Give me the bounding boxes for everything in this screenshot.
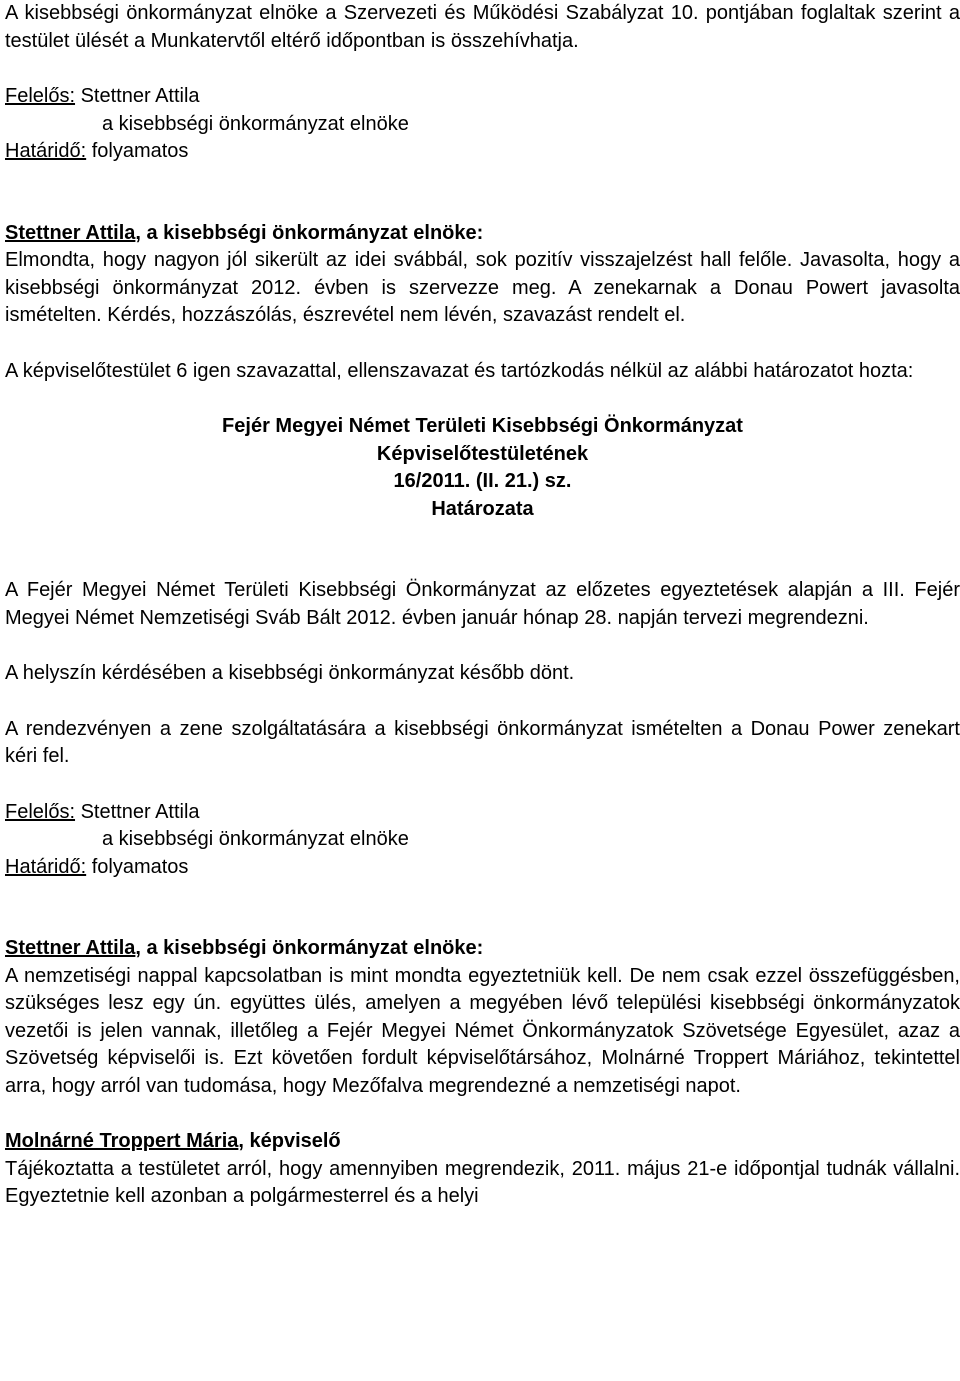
speech-text: Tájékoztatta a testületet arról, hogy amennyiben megrendezik, 2011. május 21-e időpontjal tudnák vállalni. Egyeztetnie kell azonban a polgármesterrel és a helyi (5, 1157, 960, 1207)
speech-block-2 (5, 935, 960, 1100)
speaker-heading (5, 1128, 960, 1156)
hatarido-value: folyamatos (86, 855, 189, 878)
felelos-line (5, 83, 960, 111)
spacer (5, 523, 960, 577)
spacer (5, 688, 960, 716)
speaker-role: , a kisebbségi önkormányzat elnöke: (135, 221, 484, 244)
felelos-label: Felelős: (5, 800, 76, 823)
hatarido-label: Határidő: (5, 855, 87, 878)
resolution-paragraph-1: A Fejér Megyei Német Területi Kisebbségi Önkormányzat az előzetes egyeztetések alapján a III. Fejér Megyei Német Nemzetiségi Sváb Bált 2012. évben január hónap 28. napján tervezi megrendezni. (5, 579, 960, 629)
hatarido-label: Határidő: (5, 140, 87, 162)
responsibility-block-2 (5, 799, 960, 882)
resolution-paragraph-2: A helyszín kérdésében a kisebbségi önkormányzat később dönt. (5, 662, 575, 684)
felelos-role: a kisebbségi önkormányzat elnöke (102, 828, 409, 850)
speech-text: Elmondta, hogy nagyon jól sikerült az idei svábbál, sok pozitív visszajelzést hall felőle. Javasolta, hogy a kisebbségi önkormányzat 2012. évben is szervezze meg. A zenekarnak a Donau Powert javasolta ismételten. Kérdés, hozzászólás, észrevétel nem lévén, szavazást rendelt el. (5, 249, 960, 326)
speaker-heading (5, 935, 960, 963)
speaker-name: Stettner Attila (5, 221, 136, 244)
resolution-line-1: Fejér Megyei Német Területi Kisebbségi Önkormányzat (222, 415, 743, 437)
resolution-paragraph-3: A rendezvényen a zene szolgáltatására a kisebbségi önkormányzat ismételten a Donau Power zenekart kéri fel. (5, 717, 960, 767)
hatarido-line (5, 138, 960, 166)
speaker-name: Molnárné Troppert Mária (5, 1130, 239, 1152)
spacer (5, 632, 960, 660)
felelos-line (5, 799, 960, 827)
responsibility-block-1 (5, 83, 960, 166)
felelos-name: Stettner Attila (75, 85, 200, 107)
resolution-line-3: 16/2011. (II. 21.) sz. (393, 470, 572, 492)
resolution-heading (5, 413, 960, 523)
speaker-role: , képviselő (238, 1130, 341, 1152)
spacer (5, 881, 960, 935)
spacer (5, 55, 960, 83)
speaker-name: Stettner Attila (5, 937, 136, 959)
spacer (5, 385, 960, 413)
felelos-name: Stettner Attila (75, 800, 200, 823)
resolution-line-2: Képviselőtestületének (376, 442, 589, 465)
spacer (5, 166, 960, 220)
intro-paragraph: A kisebbségi önkormányzat elnöke a Szervezeti és Működési Szabályzat 10. pontjában foglaltak szerint a testület ülését a Munkatervtől eltérő időpontban is összehívhatja. (5, 2, 960, 52)
document-page (5, 0, 960, 1211)
vote-paragraph: A képviselőtestület 6 igen szavazattal, ellenszavazat és tartózkodás nélkül az alábbi határozatot hozta: (5, 359, 914, 382)
speaker-role: , a kisebbségi önkormányzat elnöke: (135, 937, 484, 959)
resolution-line-4: Határozata (431, 497, 534, 520)
hatarido-line (5, 854, 960, 882)
felelos-label: Felelős: (5, 85, 76, 107)
felelos-role: a kisebbségi önkormányzat elnöke (102, 112, 409, 135)
spacer (5, 771, 960, 799)
spacer (5, 330, 960, 358)
speech-text: A nemzetiségi nappal kapcsolatban is mint mondta egyeztetniük kell. De nem csak ezzel összefüggésben, szükséges lesz egy ún. együttes ülés, amelyen a megyében lévő települési kisebbségi önkormányzatok vezetői is jelen vannak, illetőleg a Fejér Megyei Német Önkormányzatok Szövetsége Egyesület, azaz a Szövetség képviselői is. Ezt követően fordult képviselőtársához, Molnárné Troppert Máriához, tekintettel arra, hogy arról van tudomása, hogy Mezőfalva megrendezné a nemzetiségi napot. (5, 964, 960, 1097)
spacer (5, 1100, 960, 1128)
speech-block-1 (5, 220, 960, 330)
speech-block-3 (5, 1128, 960, 1211)
hatarido-value: folyamatos (86, 140, 189, 162)
speaker-heading (5, 220, 960, 248)
